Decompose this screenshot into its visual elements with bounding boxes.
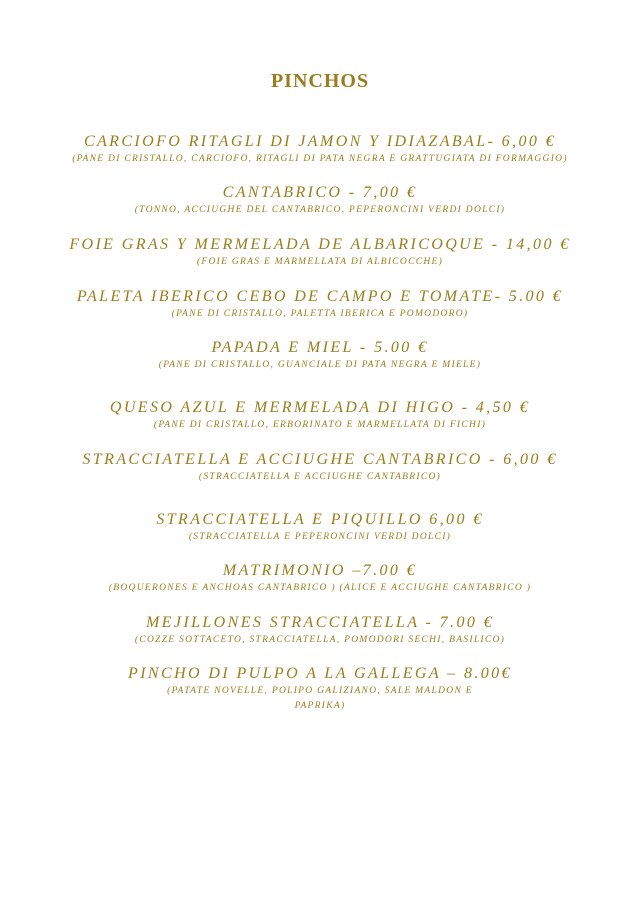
menu-item (0, 183, 640, 218)
menu-item (0, 338, 640, 373)
menu-item-name: QUESO AZUL E MERMELADA DI HIGO - 4,50 € (109, 399, 531, 416)
menu-item-description: (PATATE NOVELLE, POLIPO GALIZIANO, SALE MALDON E PAPRIKA) (167, 686, 473, 711)
menu-item-name: STRACCIATELLA E ACCIUGHE CANTABRICO - 6,00 € (82, 451, 558, 468)
menu-item-description: (STRACCIATELLA E PEPERONCINI VERDI DOLCI) (188, 532, 452, 542)
menu-item-name: CARCIOFO RITAGLI DI JAMON Y IDIAZABAL- 6,00 € (83, 133, 557, 150)
menu-item-name: STRACCIATELLA E PIQUILLO 6,00 € (156, 511, 484, 528)
menu-item-name: CANTABRICO - 7,00 € (222, 184, 418, 201)
menu-item-description: (PANE DI CRISTALLO, CARCIOFO, RITAGLI DI PATA NEGRA E GRATTUGIATA DI FORMAGGIO) (72, 154, 568, 164)
menu-item-description: (FOIE GRAS E MARMELLATA DI ALBICOCCHE) (196, 257, 444, 267)
menu-item-description: (TONNO, ACCIUGHE DEL CANTABRICO, PEPERONCINI VERDI DOLCI) (134, 205, 506, 215)
menu-item (0, 613, 640, 648)
menu-item (0, 561, 640, 596)
menu-item-name: MEJILLONES STRACCIATELLA - 7.00 € (145, 614, 495, 631)
menu-item (0, 510, 640, 545)
menu-item-description: (PANE DI CRISTALLO, GUANCIALE DI PATA NEGRA E MIELE) (158, 360, 482, 370)
menu-item-description: (PANE DI CRISTALLO, PALETTA IBERICA E POMODORO) (171, 309, 469, 319)
menu-item-name: MATRIMONIO –7.00 € (222, 562, 418, 579)
menu-item (0, 235, 640, 270)
menu-item (0, 132, 640, 167)
menu-item (0, 398, 640, 433)
menu-item-name: FOIE GRAS Y MERMELADA DE ALBARICOQUE - 14,00 € (69, 236, 571, 253)
menu-item (0, 450, 640, 485)
menu-item-name: PINCHO DI PULPO A LA GALLEGA – 8.00€ (128, 665, 512, 682)
menu-title: PINCHOS (270, 70, 370, 92)
menu-item-description: (PANE DI CRISTALLO, ERBORINATO E MARMELLATA DI FICHI) (153, 420, 487, 430)
menu-item-name: PAPADA E MIEL - 5.00 € (211, 339, 429, 356)
menu-item-name: PALETA IBERICO CEBO DE CAMPO E TOMATE- 5.00 € (76, 288, 564, 305)
menu-item-description: (BOQUERONES E ANCHOAS CANTABRICO ) (ALICE E ACCIUGHE CANTABRICO ) (108, 583, 532, 593)
menu-item-description: (COZZE SOTTACETO, STRACCIATELLA, POMODORI SECHI, BASILICO) (134, 635, 506, 645)
menu-item (0, 287, 640, 322)
menu-item-description: (STRACCIATELLA E ACCIUGHE CANTABRICO) (198, 472, 442, 482)
menu-item (0, 664, 640, 714)
